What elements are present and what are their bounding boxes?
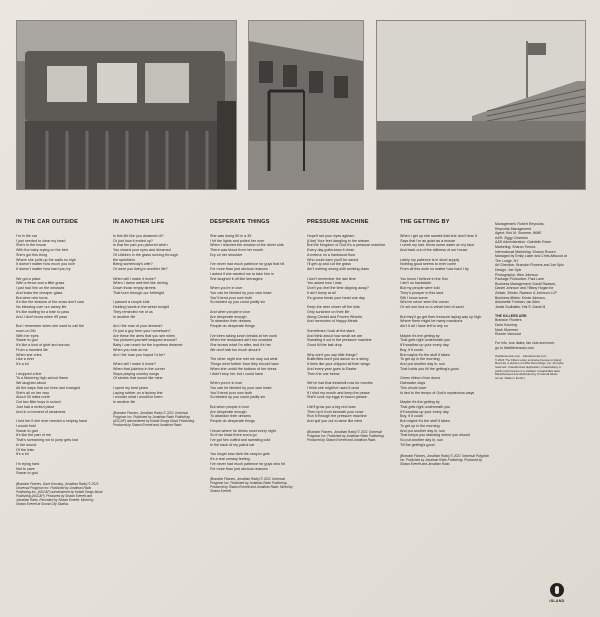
lyric-line: For more than just obvious reasons <box>210 466 268 471</box>
lyric-line: When that jukebox in the corner <box>113 366 166 371</box>
lyric-line: Boy, if it could <box>400 414 423 419</box>
lyrics <box>210 234 298 494</box>
credit-line: © 2021 The Killers under exclusive license to Island <box>495 357 562 362</box>
lyric-line: Good till the last drop <box>307 343 342 347</box>
lyric-line: When you look at me <box>113 347 148 352</box>
lyric-line: With the baby crying on the bed <box>16 248 68 252</box>
lyric-line: Maybe it's the getting by <box>400 333 440 338</box>
lyric-line: Life'll grow you a big red nose <box>307 404 356 409</box>
lyric-line: In the sound <box>16 442 37 447</box>
lyric-line: But maybe it's the stuff it takes <box>400 352 450 357</box>
stanza <box>307 381 395 400</box>
lyric-line: I'm in the car <box>16 233 37 238</box>
lyric-line: It's like waiting for a train to pass <box>16 309 70 314</box>
lyric-line: I spent my best years <box>113 385 149 390</box>
lyric-line: I ain't no backslider <box>400 281 432 286</box>
stanza <box>400 400 490 448</box>
credit-line: International Marketing: Sharon Rowen <box>495 249 556 254</box>
legal-fine-print <box>495 355 595 380</box>
stanza <box>210 429 298 448</box>
lyric-line: It's like a kind of grief and sorrow <box>16 343 70 347</box>
credit-line: Records, a division of UMG Recordings, Inc. All rights <box>495 361 564 366</box>
lyric-line: Where she pulls up the walls so high <box>16 257 76 262</box>
lyric-line: In the back of my patrol car <box>210 442 255 447</box>
lyric-line: And spit you out a name like mine <box>307 419 363 423</box>
lyric-line: But my people were told <box>400 286 440 290</box>
bleachers-photo-icon <box>377 21 585 189</box>
lyric-line: And I don't know when it'll pass <box>16 314 68 319</box>
credit-line: reserved. Unauthorized duplication, broadcasting or <box>495 365 562 369</box>
lyric-line: Being somebody's wife? <box>113 262 153 267</box>
lyric-line: Is that the part you pictured when <box>113 243 168 248</box>
lyric-line: Hope'll set your eyes aglearn <box>307 233 355 238</box>
lyric-line: There was blood from her mouth <box>210 248 264 252</box>
lyric-line: It doesn't matter how much you love <box>16 262 75 267</box>
credit-line: Reynolds Management <box>495 226 531 231</box>
lyric-line: With her eyes <box>16 333 39 338</box>
lyric-line: About 35 miles north <box>16 395 50 400</box>
lyric-line: They reminded me of us <box>113 309 153 314</box>
credit-line: The Lodge, NY <box>495 258 519 263</box>
lyric-line: We got a place <box>16 276 41 281</box>
lyric-line: (Like) Your feet dangling in the stream <box>307 238 370 243</box>
lyric-line: Ain't nothing wrong with working class <box>307 267 369 271</box>
fan-info <box>495 341 595 350</box>
stanza <box>210 234 298 258</box>
lyric-line: I dropped a line <box>16 371 42 376</box>
lyric-line: And put another day in, son <box>400 428 446 433</box>
label-name: ISLAND <box>549 599 565 603</box>
lyric-line: She laughed it off like teenagers <box>210 276 263 281</box>
song-column-2 <box>113 220 201 427</box>
lyric-line: No blessing over our weary life <box>16 305 67 309</box>
lyric-line: To abandon their dreams <box>210 319 251 324</box>
stanza <box>16 462 104 476</box>
credit-line: Antoinette Trotman, Ian Allen <box>495 300 540 305</box>
stanza <box>113 277 201 296</box>
lyric-line: That's screaming not to jump gets lost <box>16 438 78 442</box>
song-title: IN THE CAR OUTSIDE <box>16 219 79 225</box>
song-credit: (Brandon Flowers, Jonathan Rado) © 2021 Universal Polyphon Inc. Published by Jonathan Rado Publishing. Produced by Shawn Everett and Jonathan Rado. Mixed by Shawn Everett. <box>210 477 293 494</box>
lyric-line: Of children in the grass running through <box>113 252 178 257</box>
lyric-line: But they'll go get their treasure laying way up high <box>400 314 482 319</box>
lyric-line: It's like the shadow of the cross don't cast <box>16 300 84 305</box>
lyrics <box>113 234 201 427</box>
song-credit: (Brandon Flowers, Dave Keuning, Jonathan Rado) © 2021 Universal Polyphon Inc. Published by Jonathan Rado Publishing Inc. (ASCAP) administered by Kobalt Songs Music Publishing (ASCAP). Produced by Shawn Everett and Jonathan Rado. Recorded by Shawn Everett. Mixed by Shawn Everett at Sound City Studios. <box>16 482 103 506</box>
lyric-line: It's gonna break your heart one day <box>307 295 365 300</box>
lyric-line: Only sunshine on their life <box>307 309 350 314</box>
lyric-line: But maybe it's the stuff it takes <box>400 419 450 423</box>
lyric-line: And every year goes to Easter <box>307 366 357 371</box>
lyric-line: Butterflies don't just dance on a string <box>307 357 369 362</box>
stanza <box>16 277 104 320</box>
lyrics <box>16 234 104 506</box>
stanza <box>210 310 298 329</box>
lyric-line: Run it through the pressure machine <box>307 414 367 419</box>
lyric-line: Sweating it out in the pressure machine <box>307 338 372 343</box>
lyric-line: If I shut my mouth and keep the peace <box>307 390 370 395</box>
stanza <box>400 315 490 329</box>
lyric-line: You forget how dark the canyon gets <box>210 452 270 457</box>
lyric-line: From a haunted life <box>16 347 48 352</box>
lyric-line: Then the one below <box>307 371 340 376</box>
lyric-line: You know I believe in the Son <box>400 276 449 281</box>
credit-line: Managed by Emily Laser and Chris Attwood at <box>495 254 567 259</box>
lyric-line: When I damn well feel like driving <box>113 281 168 286</box>
lyric-line: Just had a rented place <box>16 404 55 409</box>
lyric-line: With a fence and a little grass <box>16 281 65 286</box>
song-column-3 <box>210 220 298 493</box>
credit-line: Marketing: Sharon Timura <box>495 244 536 249</box>
lyric-line: This whole town <box>400 385 427 390</box>
lyric-line: She's got this thing <box>16 252 48 257</box>
lyric-line: Am I the man you hoped I'd be? <box>113 352 166 357</box>
lyric-line: Of the train <box>16 447 35 452</box>
lyric-line: Nothing good seems to ever come <box>400 262 457 267</box>
lyric-line: I'll get up and cut the grass <box>307 262 351 267</box>
lyric-line: But when people in love <box>210 404 250 409</box>
lyric-line: It's a lot <box>16 452 29 457</box>
lyric-line: Don't you feel the time slipping away? <box>307 286 369 290</box>
song-title: DESPERATE THINGS <box>210 219 270 225</box>
stanza <box>307 277 395 301</box>
lyric-line: You'll bend your own truth <box>210 295 253 300</box>
credit-line: Business Affairs: Krista Johnson, <box>495 295 546 300</box>
lyric-line: When will I make it home? <box>113 276 157 281</box>
credit-line: Package Production: Paul Lane <box>495 277 545 282</box>
stanza <box>307 405 395 424</box>
lyric-line: Ain't it all I have left to rely on <box>400 324 448 328</box>
lyric-line: And leaks the cheaper glass <box>16 290 63 295</box>
song-title: THE GETTING BY <box>400 219 450 225</box>
truck-photo <box>16 20 237 190</box>
song-credit: (Brandon Flowers, Jonathan Rado) © 2021 Universal Polyphon Inc. Published by Jonathan Rado Publishing. Produced by Shawn Everett and Jonathan Rado. <box>400 453 490 466</box>
song-title: IN ANOTHER LIFE <box>113 219 165 225</box>
lyric-line: Green ribbon from doors <box>400 376 441 381</box>
credit-line: Ronnie Vannucci <box>495 332 522 337</box>
lyric-line: Is this life like you dreamed of? <box>113 233 164 238</box>
lyric-line: I'm trying hard <box>16 461 40 466</box>
island-logo-icon <box>550 583 564 597</box>
lyric-line: I hit the lights and pulled her over <box>210 238 265 243</box>
lyric-line: That holds you till the getting's good <box>400 366 459 371</box>
lyric-line: I think she might've used it once <box>307 385 360 390</box>
lyric-line: Who could earn you'll be saved <box>307 257 359 262</box>
credit-line: Group. Made in the EU. <box>495 375 526 380</box>
song-column-4 <box>307 220 395 442</box>
song-credit: (Brandon Flowers, Jonathan Rado) © 2021 Universal Polyphon Inc. Published by Jonathan Rado Publishing (ASCAP) administered by Kobalt Songs Music Publishing. Produced by Shawn Everett and Jonathan Rado. <box>113 410 195 427</box>
stanza <box>307 353 395 377</box>
lyric-line: People do desperate things <box>210 419 255 423</box>
lyric-line: Not to cave <box>16 466 35 471</box>
lyric-line: Still I know some <box>400 295 428 300</box>
song-column-1 <box>16 220 104 506</box>
lyric-line: She's in the house <box>16 243 47 248</box>
lyric-line: I comb my hair, throw some water on my face <box>400 243 475 248</box>
lyric-line: For more than just obvious reasons <box>210 267 268 271</box>
lyric-line: It doesn't matter how hard you try <box>16 267 71 271</box>
credit-line: Daniel Johnson and Tiffany Hogan for <box>495 286 554 291</box>
lyrics <box>307 234 395 442</box>
lyric-line: Boy, if it could <box>400 347 423 352</box>
lyric-line: I've never had much patience for guys that hit <box>210 262 285 267</box>
lyric-line: I told her if she ever needed a helping hand <box>16 419 87 423</box>
credit-line: Mark Stoermer <box>495 327 519 332</box>
lyric-line: I don't remember the last time <box>307 276 356 281</box>
lyric-line: To get up in the morning <box>400 423 440 428</box>
lyric-line: In another life <box>113 400 136 404</box>
lyric-line: room on 5th <box>16 328 36 333</box>
band-members <box>495 318 595 336</box>
stanza <box>113 324 201 357</box>
lyric-line: In another life <box>113 314 136 319</box>
lyric-line: To abandon their dreams <box>210 414 251 419</box>
stanza <box>113 300 201 319</box>
lyric-line: It's like the part of me <box>16 433 51 438</box>
lyric-line: She's all on her own <box>16 390 50 395</box>
stanza <box>210 381 298 400</box>
lyric-line: Stops playing country songs <box>113 371 160 376</box>
lyric-line: So twisted up you could justify sin <box>210 300 266 305</box>
lyric-line: That burn through our birthright <box>113 290 165 295</box>
lyric-line: She was doing 60 in a 35 <box>210 233 252 238</box>
lyric-line: It's a real uneasy feeling <box>210 457 250 461</box>
lyric-line: And put another day in, son <box>400 362 446 366</box>
lyric-line: Or just how it ended up? <box>113 238 153 243</box>
credit-line: For info, tour dates, fan club and more, <box>495 341 556 346</box>
lyric-line: We laughed about <box>16 381 46 385</box>
lyric-line: And think about how small we are <box>307 333 363 338</box>
stanza <box>400 376 490 395</box>
stanza <box>113 362 201 381</box>
stanza <box>210 452 298 471</box>
lyric-line: Every day gotta keep it clean <box>307 248 355 252</box>
lyric-line: I've never had much patience for guys who hit <box>210 461 285 466</box>
lyric-line: I've got him cuffed and sweating cold <box>210 438 271 442</box>
credit-line: Design: Joe Spix <box>495 267 522 272</box>
lyric-line: She knows what I'm after, and it's her <box>210 343 271 347</box>
lyric-line: She'll cook my eggs in bacon grease <box>307 395 367 400</box>
stanza <box>210 262 298 281</box>
lyric-line: Who've never seen the ocean <box>400 300 449 305</box>
lyric-line: Or were you living in another life? <box>113 267 168 271</box>
lyric-line: Laying rubber on a factory line <box>113 390 163 395</box>
credit-line: go to thekillersmusic.com <box>495 346 535 351</box>
lyric-line: Baby I can reach for the hopeless dreamer <box>113 343 183 347</box>
lyric-line: I asked if she wanted me to take him in <box>210 271 274 276</box>
lyric-line: You'll bend your own truth <box>210 390 253 395</box>
lyric-line: You can be blinded by your own heart <box>210 385 272 390</box>
lyric-line: Or set one foot on a velvet bed of sand <box>400 305 464 309</box>
lyric-line: So twisted up you could justify sin <box>210 395 266 400</box>
credit-line: public performance is a violation of applicable laws. <box>495 368 561 373</box>
lyric-line: That gets right underneath you <box>400 338 451 343</box>
song-title: PRESSURE MACHINE <box>307 219 369 225</box>
credit-line: thekillersmusic.com · islandrecords.com <box>495 354 547 359</box>
song-credit: (Brandon Flowers, Jonathan Rado) © 2021 Universal Polyphon Inc. Published by Jonathan Rado Publishing. Produced by Shawn Everett and Jonathan Rado. <box>307 429 385 442</box>
lyric-line: It ain't funny at all <box>307 290 336 295</box>
lyric-line: All the ways that our lives had changed <box>16 385 80 390</box>
credit-line: Brandon Flowers <box>495 318 522 323</box>
lyric-line: And when people in love <box>210 309 251 314</box>
lyric-line: People do desperate things <box>210 324 255 328</box>
lyric-line: Like a river <box>16 357 35 362</box>
credit-line: Business Management: David Rawson, <box>495 281 557 286</box>
credit-line: A&R Administration: Gabrielle Rowe <box>495 240 552 245</box>
island-records-logo <box>540 583 574 603</box>
credit-line: Management: Robert Reynolds, <box>495 222 545 226</box>
lyric-line: I passed a couple kids <box>113 300 150 305</box>
lyric-line: Swear to god <box>16 428 38 433</box>
album-credits <box>495 222 595 385</box>
lyric-line: That keeps you standing where you should <box>400 433 471 438</box>
credit-line: Photography: Wes Johnson <box>495 272 538 277</box>
stanza <box>307 305 395 324</box>
lyric-line: Maybe it's the getting by <box>400 400 440 404</box>
lyric-line: And back out of the stillness of our house <box>400 248 468 252</box>
lyric-line: When she cries <box>16 352 42 357</box>
stanza <box>400 277 490 310</box>
lyric-line: Are these the arms that you see when <box>113 333 176 338</box>
lyric-line: Holding hands in the street tonight <box>113 305 169 309</box>
lyric-line: To a flickering high school flame <box>16 376 69 381</box>
lyric-line: When I reached the window of the driver side <box>210 243 284 248</box>
stanza <box>210 405 298 424</box>
lyric-line: You can be blinded by your own heart <box>210 290 272 295</box>
stanza <box>400 334 490 372</box>
lyric-line: When you're in love <box>210 286 243 290</box>
lyric-line: You pictured yourself wrapped around? <box>113 338 178 343</box>
lyric-line: And memories of Happy Meals <box>307 319 358 324</box>
lyric-line: Sometimes I look at the stars <box>307 328 355 333</box>
lyric-line: From all this work no matter how hard I try <box>400 267 469 271</box>
lyric-line: That gets right underneath you <box>400 404 451 409</box>
stanza <box>16 234 104 272</box>
credit-line: Zeisler, Zeisler, Rawson & Johnson LLP <box>495 290 557 295</box>
stanza <box>307 329 395 348</box>
lyric-line: You asked how I was <box>307 281 342 286</box>
lyric-line: I just needed to clear my head <box>16 238 66 243</box>
lyric-line: the sprinklers <box>113 257 135 262</box>
stanza <box>16 324 104 367</box>
lyric-line: I just had him on the windows <box>16 286 65 290</box>
lyric-line: Keep the deer closer off the kids <box>307 305 360 309</box>
lyric-line: It's a lot <box>16 362 29 366</box>
lyric-line: They'd prosper in this land <box>400 290 444 295</box>
lyric-line: I've been taking lunch breaks at her work <box>210 333 277 338</box>
lyric-line: Along Cricket and Proven Wheels <box>307 314 363 319</box>
stanza <box>16 419 104 457</box>
credit-line: Art Direction: Brandon Flowers and Joe Spix <box>495 263 564 268</box>
lyric-line: Dry on her shoulder <box>210 252 243 257</box>
lyric-line: I wonder what I would've been <box>113 395 163 400</box>
credit-line: Manufactured and distributed by Universal Music <box>495 372 558 377</box>
lyric-line: It feels like your chipped all their wings <box>307 362 370 366</box>
truck-photo-icon <box>17 21 236 189</box>
band-heading: THE KILLERS ARE: <box>495 313 528 318</box>
building-photo <box>248 20 364 190</box>
lyric-line: Or just a guy from your hometown? <box>113 328 171 333</box>
lyric-line: Down those empty streets <box>113 286 156 290</box>
bleachers-photo <box>376 20 586 190</box>
lyric-line: I know where he drinks most every night <box>210 428 276 433</box>
lyric-line: Then rip it from beneath your nose <box>307 409 364 414</box>
lyric-line: Are desperate enough <box>210 409 247 414</box>
lyric-line: When she undid the buttons of her dress <box>210 366 277 371</box>
lyric-line: But I remember when she used to call the <box>16 324 85 328</box>
song-column-5 <box>400 220 490 466</box>
lyric-line: When you're in love <box>210 381 243 385</box>
lyric-line: And in a moment of weakness <box>16 409 66 414</box>
management-credits <box>495 222 595 309</box>
lyric-line: We don't talk too much about it <box>210 347 261 352</box>
lyric-line: So if we head there sun'a go <box>210 433 257 438</box>
lyric-line: Of stories that sound like mine <box>113 376 163 381</box>
lyric-line: Dishwater days <box>400 381 426 385</box>
stanza <box>400 234 490 253</box>
stanza <box>113 386 201 405</box>
stanza <box>210 286 298 305</box>
credit-line: Agent: Kirk M. Sommer, WME <box>495 231 542 236</box>
lyric-line: We've had that treadmill now for months <box>307 381 373 385</box>
lyric-line: Am I the man of your dreams? <box>113 324 163 328</box>
credit-line: Jamie Sudhalter, Hal S. David III <box>495 304 546 309</box>
credit-line: Dave Keuning <box>495 323 517 328</box>
lyric-line: Is tied to the tempo of God's mysterious ways <box>400 390 475 395</box>
lyric-line: But when she turns <box>16 295 48 300</box>
lyric-line: A meteor on a hardwood floor <box>307 252 356 257</box>
lyrics <box>400 234 490 466</box>
lyric-line: Got two little boys in school <box>16 400 61 404</box>
lyric-line: Till the getting's good <box>400 442 435 447</box>
lyric-line: Swear to god <box>16 338 38 343</box>
stanza <box>210 334 298 353</box>
lyric-line: Where there might be many mansions <box>400 319 463 324</box>
credit-line: A&R: Ziggy Chareton <box>495 235 529 240</box>
stanza <box>210 357 298 376</box>
stanza <box>400 258 490 272</box>
lyric-line: When the restaurant ain't too crowded <box>210 338 273 343</box>
lyric-line: You closed your eyes and dreamed <box>113 248 171 252</box>
lyric-line: I didn't stop her, but I could have <box>210 371 263 376</box>
building-photo-icon <box>249 21 363 189</box>
lyric-line: Says that I'm as quiet as a mouse <box>400 238 456 243</box>
lyric-line: When will I make it home? <box>113 362 157 366</box>
lyric-line: The other night she met me way out west <box>210 357 278 362</box>
stanza <box>113 234 201 272</box>
lyric-line: Are desperate enough <box>210 314 247 319</box>
lyric-line: It'll swallow up your every day <box>400 343 449 347</box>
lyric-line: Why don't you say little things? <box>307 352 358 357</box>
lyric-line: It'll swallow up your every day <box>400 409 449 414</box>
stanza <box>16 372 104 415</box>
lyric-line: I would hold <box>16 423 36 428</box>
lyric-line: To get up in the morning <box>400 357 440 362</box>
lyric-line: When I get up she sweats that she don't hear it <box>400 233 477 238</box>
lyric-line: Swear to god <box>16 471 38 476</box>
lyric-line: Things went further than they should have <box>210 362 279 366</box>
lyric-line: Lately my patience is in short supply <box>400 257 460 262</box>
stanza <box>307 234 395 272</box>
lyric-line: But the Kingdom of God it's a pressure machine <box>307 243 386 248</box>
lyric-line: So put another day in, son <box>400 438 444 442</box>
